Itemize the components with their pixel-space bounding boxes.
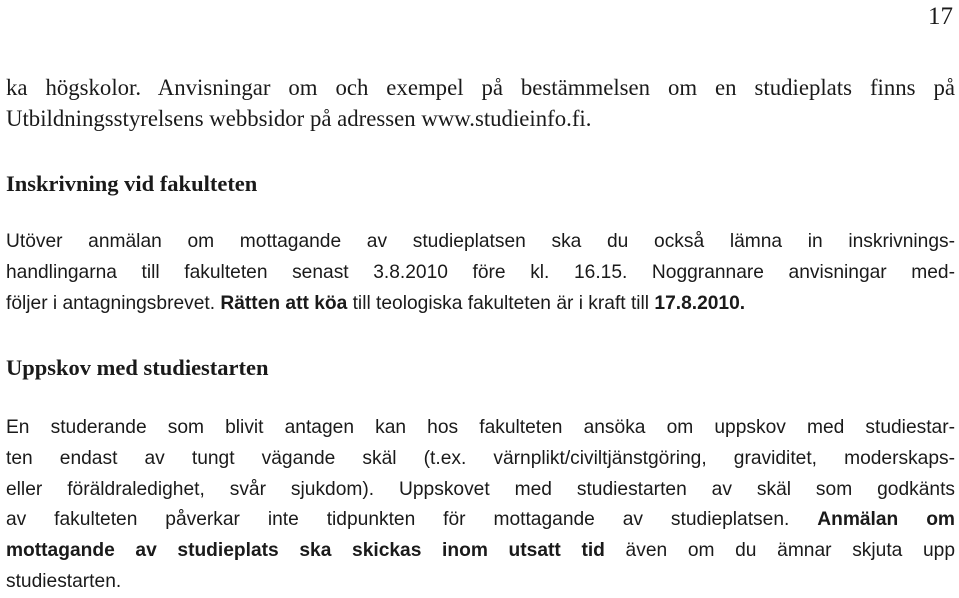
inskrivning-paragraph [6,227,955,319]
paragraph-line [6,536,955,567]
uppskov-paragraph [6,413,955,598]
text-run: av fakulteten påverkar inte tidpunkten för mottagande av studieplatsen. [6,509,818,531]
paragraph-line: Utbildningsstyrelsens webbsidor på adressen www.studieinfo.fi. [6,105,592,131]
intro-paragraph [6,73,955,135]
bold-text: 17.8.2010. [654,292,746,314]
paragraph-line: Utöver anmälan om mottagande av studieplatsen ska du också lämna in inskrivnings- [6,231,955,252]
paragraph-line [6,505,955,536]
paragraph-line: ten endast av tungt vägande skäl (t.ex. värnplikt/civiltjänstgöring, graviditet, moderskaps- [6,447,955,469]
paragraph-line [6,289,955,320]
bold-text: mottagande av studieplats ska skickas inom utsatt tid [6,540,605,562]
section-heading-uppskov: Uppskov med studiestarten [6,355,269,380]
bold-text: Rätten att köa [220,292,348,314]
bold-text: Anmälan om [817,509,955,531]
paragraph-line: handlingarna till fakulteten senast 3.8.2010 före kl. 16.15. Noggrannare anvisningar med- [6,261,955,283]
page-number: 17 [928,3,953,30]
paragraph-line: eller föräldraledighet, svår sjukdom). Uppskovet med studiestarten av skäl som godkänts [6,478,955,500]
section-heading-inskrivning: Inskrivning vid fakulteten [6,171,258,196]
text-run: följer i antagningsbrevet. [6,292,221,314]
text-run: till teologiska fakulteten är i kraft till [347,292,655,314]
paragraph-line: studiestarten. [6,570,122,592]
paragraph-line: ka högskolor. Anvisningar om och exempel på bestämmelsen om en studieplats finns på [6,75,955,100]
paragraph-line: En studerande som blivit antagen kan hos fakulteten ansöka om uppskov med studiestar- [6,417,955,438]
text-run: även om du ämnar skjuta upp [604,540,955,562]
